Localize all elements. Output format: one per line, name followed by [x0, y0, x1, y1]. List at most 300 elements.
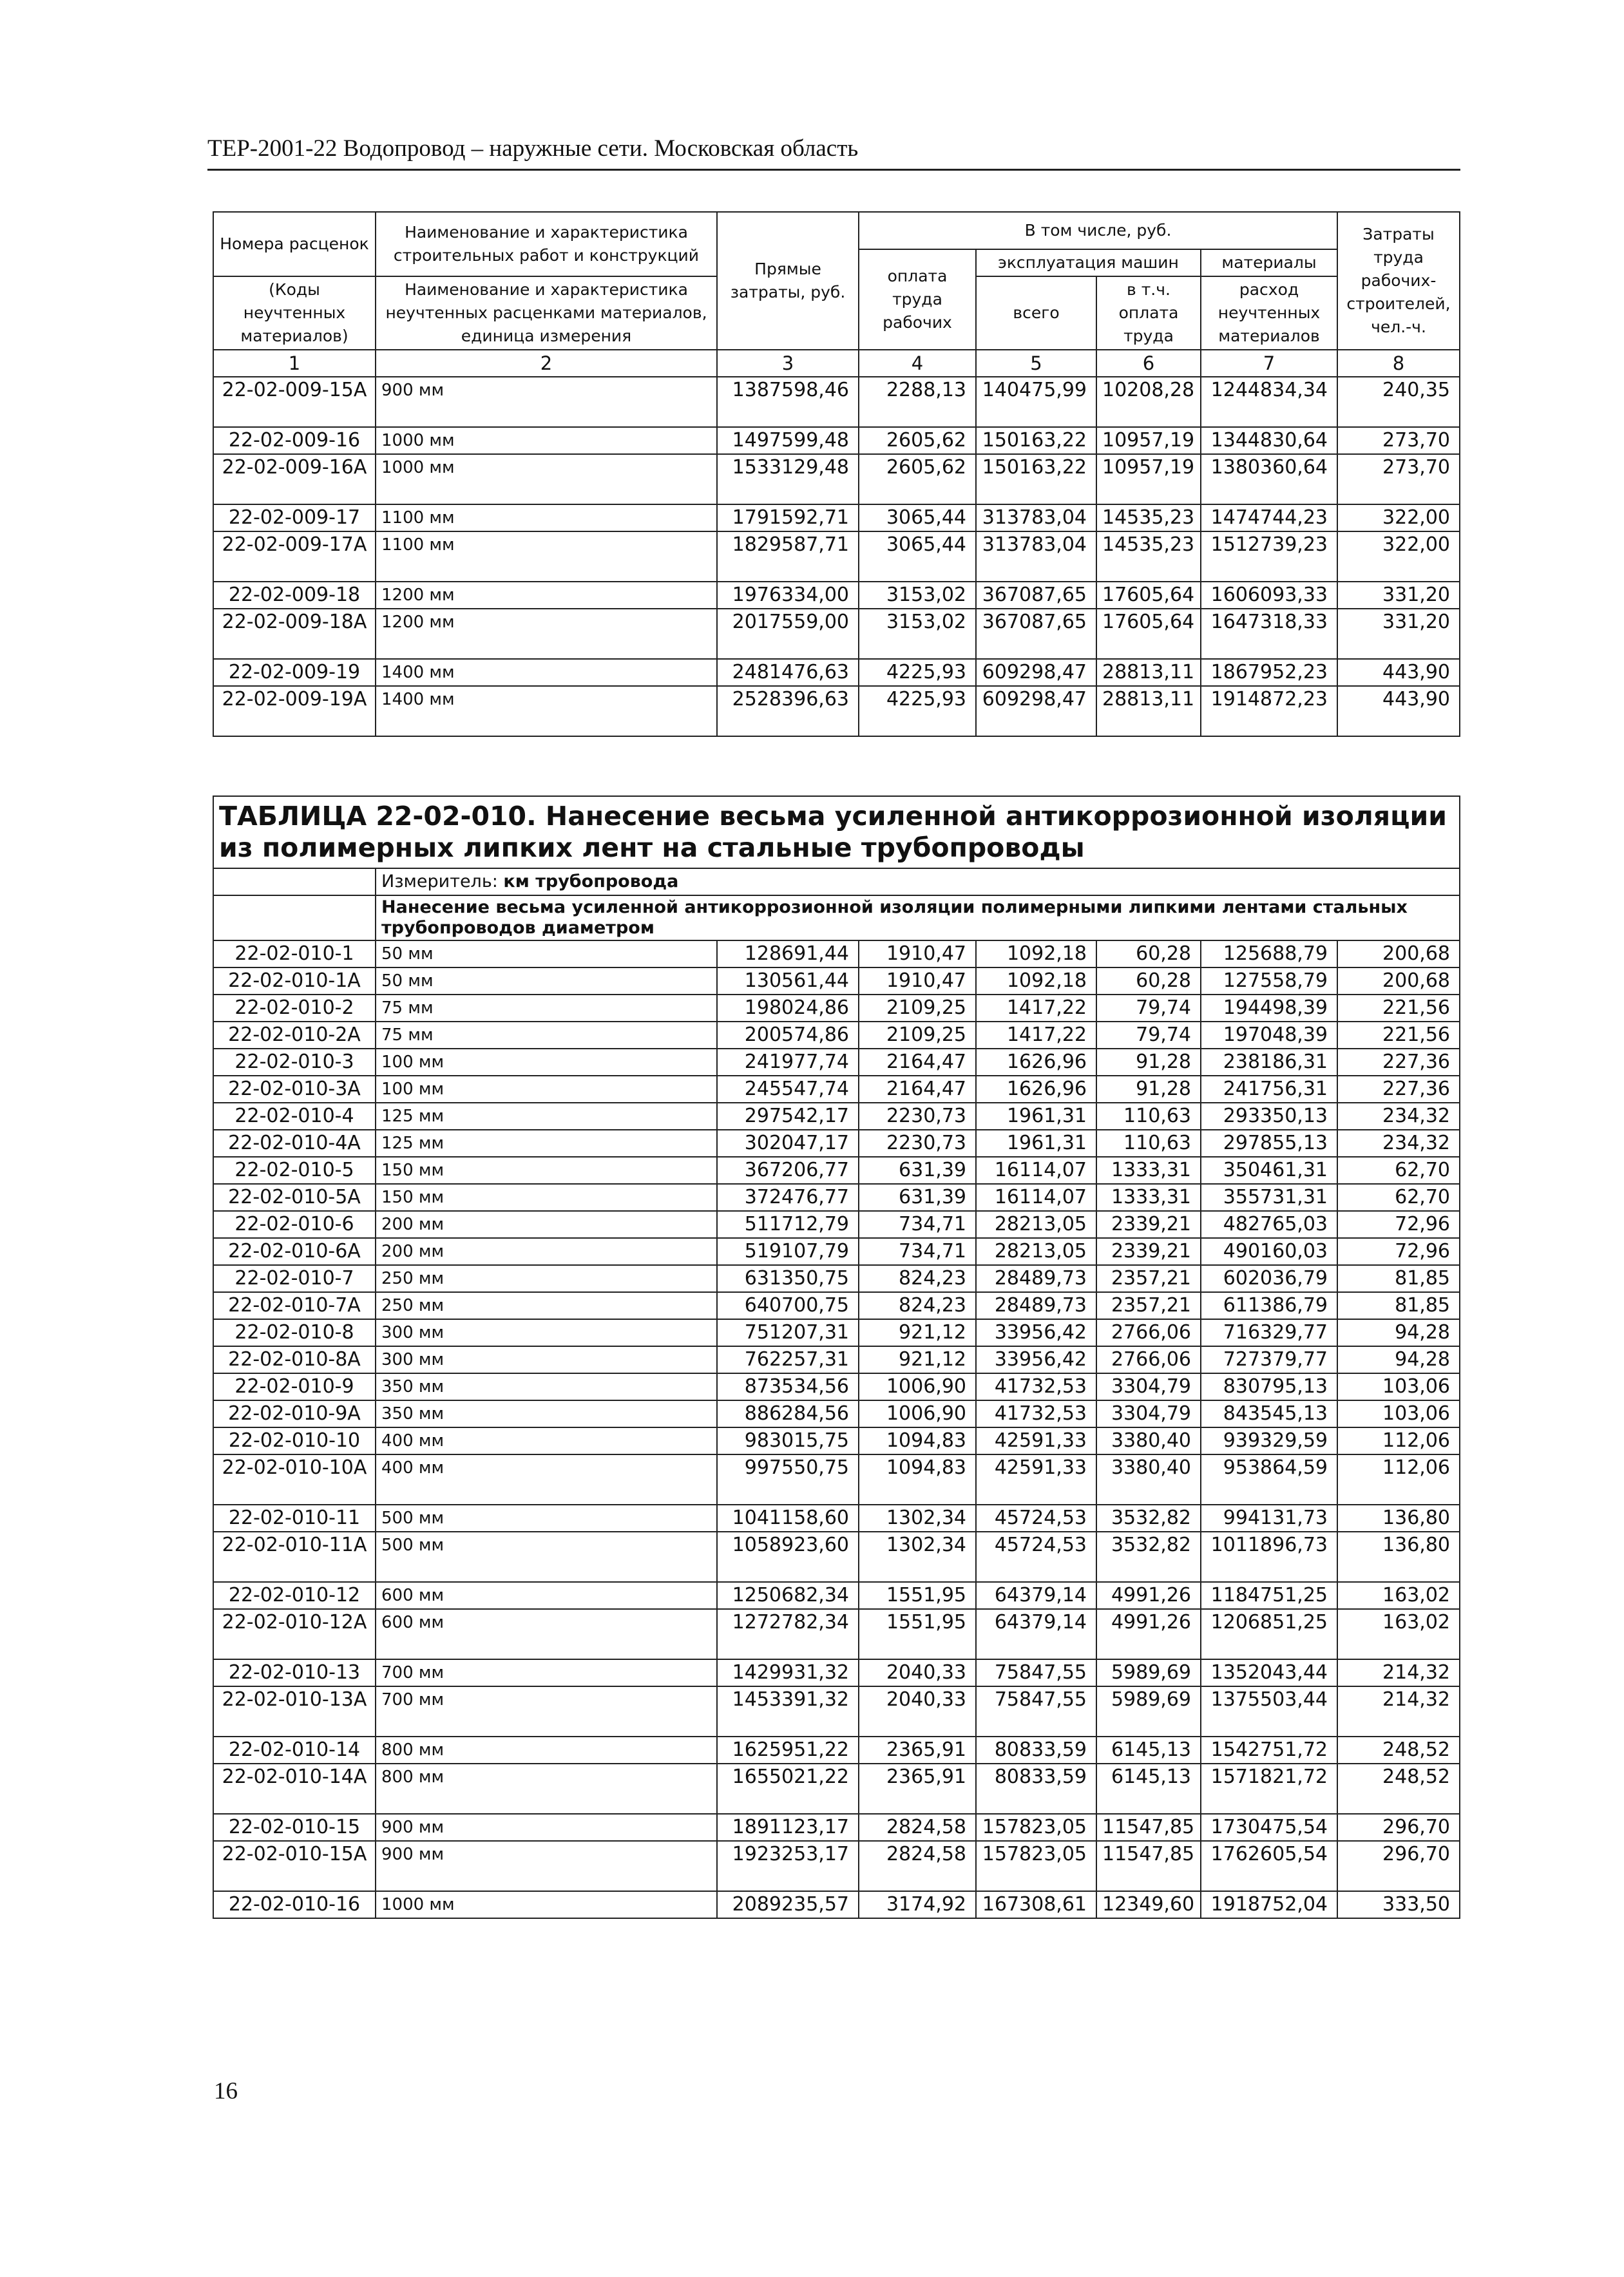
direct-costs: 1250682,34 — [717, 1582, 859, 1609]
labor-cost: 221,56 — [1337, 995, 1460, 1022]
header-labor-cost: Затраты труда рабочих-строителей, чел.-ч. — [1337, 212, 1460, 350]
materials: 1011896,73 — [1201, 1532, 1337, 1582]
table-row — [213, 1582, 1460, 1609]
work-name: 125 мм — [376, 1130, 717, 1157]
machines-total: 1961,31 — [976, 1130, 1096, 1157]
labor-cost: 214,32 — [1337, 1659, 1460, 1686]
materials: 939329,59 — [1201, 1427, 1337, 1454]
machines-labor-pay: 3380,40 — [1096, 1427, 1201, 1454]
machines-total: 42591,33 — [976, 1454, 1096, 1505]
table-row — [213, 1454, 1460, 1505]
materials: 611386,79 — [1201, 1292, 1337, 1319]
work-name: 600 мм — [376, 1609, 717, 1659]
rates-table-22-02-009 — [213, 211, 1460, 737]
rate-code: 22-02-010-8 — [213, 1319, 376, 1346]
labor-cost: 72,96 — [1337, 1238, 1460, 1265]
work-name: 1200 мм — [376, 582, 717, 609]
rate-code: 22-02-010-8А — [213, 1346, 376, 1373]
labor-cost: 333,50 — [1337, 1891, 1460, 1918]
rate-code: 22-02-009-19 — [213, 659, 376, 686]
labor-cost: 331,20 — [1337, 609, 1460, 659]
blank-cell — [213, 868, 376, 895]
materials: 297855,13 — [1201, 1130, 1337, 1157]
table-row — [213, 686, 1460, 736]
labor-cost: 234,32 — [1337, 1103, 1460, 1130]
machines-total: 75847,55 — [976, 1686, 1096, 1737]
machines-labor-pay: 10957,19 — [1096, 427, 1201, 454]
labor-cost: 221,56 — [1337, 1022, 1460, 1049]
labor-cost: 248,52 — [1337, 1737, 1460, 1764]
materials: 482765,03 — [1201, 1211, 1337, 1238]
materials: 1730475,54 — [1201, 1814, 1337, 1841]
labor-cost: 296,70 — [1337, 1841, 1460, 1891]
machines-total: 1961,31 — [976, 1103, 1096, 1130]
labor-pay: 2230,73 — [859, 1103, 976, 1130]
table-row — [213, 1427, 1460, 1454]
work-name: 150 мм — [376, 1184, 717, 1211]
direct-costs: 631350,75 — [717, 1265, 859, 1292]
direct-costs: 302047,17 — [717, 1130, 859, 1157]
measure — [376, 868, 1460, 895]
machines-total: 1092,18 — [976, 940, 1096, 967]
labor-cost: 227,36 — [1337, 1049, 1460, 1076]
machines-labor-pay: 4991,26 — [1096, 1582, 1201, 1609]
materials: 716329,77 — [1201, 1319, 1337, 1346]
direct-costs: 1272782,34 — [717, 1609, 859, 1659]
header-name-top: Наименование и характеристика строительных работ и конструкций — [376, 212, 717, 276]
machines-total: 28489,73 — [976, 1292, 1096, 1319]
work-name: 200 мм — [376, 1238, 717, 1265]
table-row — [213, 454, 1460, 504]
table-row — [213, 1211, 1460, 1238]
labor-cost: 248,52 — [1337, 1764, 1460, 1814]
col-number: 8 — [1337, 350, 1460, 377]
header-including: В том числе, руб. — [859, 212, 1337, 249]
rates-table-22-02-010 — [213, 796, 1460, 1919]
direct-costs: 1429931,32 — [717, 1659, 859, 1686]
machines-labor-pay: 2766,06 — [1096, 1319, 1201, 1346]
table-row — [213, 1814, 1460, 1841]
labor-cost: 200,68 — [1337, 967, 1460, 995]
labor-pay: 734,71 — [859, 1238, 976, 1265]
page-number: 16 — [214, 2078, 238, 2104]
labor-pay: 2109,25 — [859, 1022, 976, 1049]
labor-cost: 214,32 — [1337, 1686, 1460, 1737]
machines-labor-pay: 5989,69 — [1096, 1659, 1201, 1686]
machines-labor-pay: 2339,21 — [1096, 1238, 1201, 1265]
machines-total: 367087,65 — [976, 609, 1096, 659]
machines-total: 1626,96 — [976, 1049, 1096, 1076]
rate-code: 22-02-010-7А — [213, 1292, 376, 1319]
rate-code: 22-02-010-2А — [213, 1022, 376, 1049]
table-row — [213, 1265, 1460, 1292]
labor-pay: 921,12 — [859, 1346, 976, 1373]
labor-cost: 81,85 — [1337, 1292, 1460, 1319]
table-row — [213, 1157, 1460, 1184]
labor-cost: 72,96 — [1337, 1211, 1460, 1238]
machines-total: 1626,96 — [976, 1076, 1096, 1103]
machines-total: 75847,55 — [976, 1659, 1096, 1686]
labor-cost: 112,06 — [1337, 1454, 1460, 1505]
machines-labor-pay: 1333,31 — [1096, 1184, 1201, 1211]
labor-cost: 94,28 — [1337, 1319, 1460, 1346]
direct-costs: 1533129,48 — [717, 454, 859, 504]
machines-labor-pay: 6145,13 — [1096, 1737, 1201, 1764]
labor-pay: 2040,33 — [859, 1686, 976, 1737]
machines-total: 28213,05 — [976, 1211, 1096, 1238]
labor-cost: 136,80 — [1337, 1532, 1460, 1582]
rate-code: 22-02-010-4 — [213, 1103, 376, 1130]
col-number: 1 — [213, 350, 376, 377]
labor-cost: 62,70 — [1337, 1184, 1460, 1211]
materials: 127558,79 — [1201, 967, 1337, 995]
labor-pay: 2230,73 — [859, 1130, 976, 1157]
machines-labor-pay: 3304,79 — [1096, 1373, 1201, 1400]
work-name: 300 мм — [376, 1319, 717, 1346]
labor-pay: 2605,62 — [859, 427, 976, 454]
machines-labor-pay: 17605,64 — [1096, 582, 1201, 609]
machines-labor-pay: 10957,19 — [1096, 454, 1201, 504]
table-row — [213, 377, 1460, 427]
labor-pay: 1551,95 — [859, 1582, 976, 1609]
rate-code: 22-02-010-10А — [213, 1454, 376, 1505]
machines-total: 28489,73 — [976, 1265, 1096, 1292]
machines-total: 313783,04 — [976, 531, 1096, 582]
table-row — [213, 1891, 1460, 1918]
materials: 293350,13 — [1201, 1103, 1337, 1130]
machines-labor-pay: 3380,40 — [1096, 1454, 1201, 1505]
table-row — [213, 1292, 1460, 1319]
labor-pay: 3153,02 — [859, 609, 976, 659]
col-number: 2 — [376, 350, 717, 377]
labor-pay: 2824,58 — [859, 1814, 976, 1841]
direct-costs: 372476,77 — [717, 1184, 859, 1211]
materials: 1647318,33 — [1201, 609, 1337, 659]
direct-costs: 1058923,60 — [717, 1532, 859, 1582]
rate-code: 22-02-010-12 — [213, 1582, 376, 1609]
machines-labor-pay: 3532,82 — [1096, 1532, 1201, 1582]
table-row — [213, 1238, 1460, 1265]
machines-total: 42591,33 — [976, 1427, 1096, 1454]
materials: 197048,39 — [1201, 1022, 1337, 1049]
machines-labor-pay: 6145,13 — [1096, 1764, 1201, 1814]
materials: 843545,13 — [1201, 1400, 1337, 1427]
work-name: 500 мм — [376, 1532, 717, 1582]
labor-cost: 112,06 — [1337, 1427, 1460, 1454]
work-name: 50 мм — [376, 940, 717, 967]
work-name: 500 мм — [376, 1505, 717, 1532]
work-name: 900 мм — [376, 377, 717, 427]
materials: 1606093,33 — [1201, 582, 1337, 609]
work-name: 100 мм — [376, 1076, 717, 1103]
direct-costs: 128691,44 — [717, 940, 859, 967]
machines-labor-pay: 79,74 — [1096, 1022, 1201, 1049]
machines-labor-pay: 10208,28 — [1096, 377, 1201, 427]
labor-cost: 136,80 — [1337, 1505, 1460, 1532]
work-name: 75 мм — [376, 995, 717, 1022]
materials: 1375503,44 — [1201, 1686, 1337, 1737]
header-codes-bottom: (Коды неучтенных материалов) — [213, 276, 376, 350]
rate-code: 22-02-010-12А — [213, 1609, 376, 1659]
direct-costs: 241977,74 — [717, 1049, 859, 1076]
machines-total: 80833,59 — [976, 1764, 1096, 1814]
labor-pay: 2365,91 — [859, 1764, 976, 1814]
labor-pay: 4225,93 — [859, 686, 976, 736]
work-name: 350 мм — [376, 1400, 717, 1427]
rate-code: 22-02-010-16 — [213, 1891, 376, 1918]
work-name: 300 мм — [376, 1346, 717, 1373]
table-row — [213, 1103, 1460, 1130]
header-codes-top: Номера расценок — [213, 212, 376, 276]
direct-costs: 1041158,60 — [717, 1505, 859, 1532]
rate-code: 22-02-009-19А — [213, 686, 376, 736]
rate-code: 22-02-010-4А — [213, 1130, 376, 1157]
materials: 350461,31 — [1201, 1157, 1337, 1184]
work-name: 50 мм — [376, 967, 717, 995]
machines-total: 1092,18 — [976, 967, 1096, 995]
machines-labor-pay: 14535,23 — [1096, 504, 1201, 531]
rate-code: 22-02-010-11А — [213, 1532, 376, 1582]
rate-code: 22-02-009-15А — [213, 377, 376, 427]
direct-costs: 1829587,71 — [717, 531, 859, 582]
table-row — [213, 967, 1460, 995]
work-name: 75 мм — [376, 1022, 717, 1049]
table-row — [213, 1609, 1460, 1659]
direct-costs: 2528396,63 — [717, 686, 859, 736]
machines-labor-pay: 3304,79 — [1096, 1400, 1201, 1427]
direct-costs: 640700,75 — [717, 1292, 859, 1319]
section-heading: Нанесение весьма усиленной антикоррозионной изоляции полимерными липкими лентами стальных трубопроводов диаметром — [376, 895, 1460, 940]
table-body — [213, 377, 1460, 736]
table-row — [213, 995, 1460, 1022]
work-name: 250 мм — [376, 1265, 717, 1292]
direct-costs: 1655021,22 — [717, 1764, 859, 1814]
header-materials-sub: расход неучтенных материалов — [1201, 276, 1337, 350]
machines-total: 157823,05 — [976, 1814, 1096, 1841]
materials: 238186,31 — [1201, 1049, 1337, 1076]
machines-total: 16114,07 — [976, 1157, 1096, 1184]
labor-cost: 81,85 — [1337, 1265, 1460, 1292]
materials: 1867952,23 — [1201, 659, 1337, 686]
col-number: 5 — [976, 350, 1096, 377]
rate-code: 22-02-010-14А — [213, 1764, 376, 1814]
labor-pay: 824,23 — [859, 1292, 976, 1319]
col-number: 6 — [1096, 350, 1201, 377]
materials: 602036,79 — [1201, 1265, 1337, 1292]
labor-pay: 631,39 — [859, 1157, 976, 1184]
materials: 1474744,23 — [1201, 504, 1337, 531]
work-name: 400 мм — [376, 1454, 717, 1505]
machines-labor-pay: 2357,21 — [1096, 1265, 1201, 1292]
labor-cost: 163,02 — [1337, 1609, 1460, 1659]
direct-costs: 873534,56 — [717, 1373, 859, 1400]
materials: 241756,31 — [1201, 1076, 1337, 1103]
work-name: 1100 мм — [376, 504, 717, 531]
machines-total: 609298,47 — [976, 659, 1096, 686]
table-body — [213, 940, 1460, 1918]
work-name: 200 мм — [376, 1211, 717, 1238]
table-row — [213, 1319, 1460, 1346]
direct-costs: 1625951,22 — [717, 1737, 859, 1764]
work-name: 1000 мм — [376, 454, 717, 504]
table-row — [213, 1505, 1460, 1532]
labor-pay: 1094,83 — [859, 1427, 976, 1454]
materials: 490160,03 — [1201, 1238, 1337, 1265]
machines-total: 41732,53 — [976, 1373, 1096, 1400]
work-name: 150 мм — [376, 1157, 717, 1184]
machines-labor-pay: 60,28 — [1096, 940, 1201, 967]
labor-pay: 2824,58 — [859, 1841, 976, 1891]
labor-pay: 1006,90 — [859, 1373, 976, 1400]
labor-pay: 3174,92 — [859, 1891, 976, 1918]
direct-costs: 198024,86 — [717, 995, 859, 1022]
table-row — [213, 1022, 1460, 1049]
header-machines-total: всего — [976, 276, 1096, 350]
labor-cost: 62,70 — [1337, 1157, 1460, 1184]
materials: 125688,79 — [1201, 940, 1337, 967]
machines-total: 140475,99 — [976, 377, 1096, 427]
machines-labor-pay: 1333,31 — [1096, 1157, 1201, 1184]
table-row — [213, 659, 1460, 686]
materials: 194498,39 — [1201, 995, 1337, 1022]
labor-pay: 1302,34 — [859, 1532, 976, 1582]
rate-code: 22-02-010-6 — [213, 1211, 376, 1238]
machines-total: 367087,65 — [976, 582, 1096, 609]
labor-pay: 1302,34 — [859, 1505, 976, 1532]
work-name: 800 мм — [376, 1737, 717, 1764]
rate-code: 22-02-010-10 — [213, 1427, 376, 1454]
work-name: 1200 мм — [376, 609, 717, 659]
machines-total: 150163,22 — [976, 454, 1096, 504]
machines-labor-pay: 91,28 — [1096, 1049, 1201, 1076]
machines-total: 33956,42 — [976, 1346, 1096, 1373]
labor-pay: 734,71 — [859, 1211, 976, 1238]
machines-labor-pay: 79,74 — [1096, 995, 1201, 1022]
materials: 1344830,64 — [1201, 427, 1337, 454]
materials: 1184751,25 — [1201, 1582, 1337, 1609]
header-name-bottom: Наименование и характеристика неучтенных расценками материалов, единица измерения — [376, 276, 717, 350]
labor-pay: 2288,13 — [859, 377, 976, 427]
direct-costs: 983015,75 — [717, 1427, 859, 1454]
labor-cost: 331,20 — [1337, 582, 1460, 609]
rate-code: 22-02-010-15 — [213, 1814, 376, 1841]
machines-labor-pay: 91,28 — [1096, 1076, 1201, 1103]
rate-code: 22-02-009-17 — [213, 504, 376, 531]
measure-label: Измеритель: — [381, 872, 498, 891]
work-name: 1400 мм — [376, 686, 717, 736]
machines-total: 1417,22 — [976, 1022, 1096, 1049]
direct-costs: 1923253,17 — [717, 1841, 859, 1891]
rate-code: 22-02-010-14 — [213, 1737, 376, 1764]
direct-costs: 886284,56 — [717, 1400, 859, 1427]
machines-total: 313783,04 — [976, 504, 1096, 531]
materials: 1762605,54 — [1201, 1841, 1337, 1891]
rate-code: 22-02-009-17А — [213, 531, 376, 582]
labor-pay: 3065,44 — [859, 531, 976, 582]
materials: 830795,13 — [1201, 1373, 1337, 1400]
direct-costs: 245547,74 — [717, 1076, 859, 1103]
labor-pay: 1910,47 — [859, 967, 976, 995]
rate-code: 22-02-010-3 — [213, 1049, 376, 1076]
table-row — [213, 1049, 1460, 1076]
machines-total: 64379,14 — [976, 1609, 1096, 1659]
direct-costs: 200574,86 — [717, 1022, 859, 1049]
work-name: 350 мм — [376, 1373, 717, 1400]
machines-labor-pay: 11547,85 — [1096, 1814, 1201, 1841]
machines-total: 609298,47 — [976, 686, 1096, 736]
materials: 1542751,72 — [1201, 1737, 1337, 1764]
direct-costs: 367206,77 — [717, 1157, 859, 1184]
materials: 1206851,25 — [1201, 1609, 1337, 1659]
machines-labor-pay: 14535,23 — [1096, 531, 1201, 582]
labor-cost: 322,00 — [1337, 504, 1460, 531]
direct-costs: 1453391,32 — [717, 1686, 859, 1737]
labor-cost: 234,32 — [1337, 1130, 1460, 1157]
labor-pay: 1910,47 — [859, 940, 976, 967]
machines-total: 80833,59 — [976, 1737, 1096, 1764]
rate-code: 22-02-010-2 — [213, 995, 376, 1022]
machines-total: 16114,07 — [976, 1184, 1096, 1211]
table-row — [213, 1764, 1460, 1814]
work-name: 900 мм — [376, 1814, 717, 1841]
rate-code: 22-02-010-7 — [213, 1265, 376, 1292]
table-row — [213, 940, 1460, 967]
direct-costs: 1976334,00 — [717, 582, 859, 609]
running-header: ТЕР-2001-22 Водопровод – наружные сети. Московская область — [207, 134, 1460, 171]
col-number: 3 — [717, 350, 859, 377]
materials: 953864,59 — [1201, 1454, 1337, 1505]
labor-cost: 296,70 — [1337, 1814, 1460, 1841]
work-name: 700 мм — [376, 1686, 717, 1737]
labor-pay: 2365,91 — [859, 1737, 976, 1764]
labor-cost: 103,06 — [1337, 1373, 1460, 1400]
rate-code: 22-02-009-16 — [213, 427, 376, 454]
labor-pay: 1551,95 — [859, 1609, 976, 1659]
materials: 1914872,23 — [1201, 686, 1337, 736]
machines-labor-pay: 2339,21 — [1096, 1211, 1201, 1238]
direct-costs: 751207,31 — [717, 1319, 859, 1346]
labor-cost: 163,02 — [1337, 1582, 1460, 1609]
table-row — [213, 1373, 1460, 1400]
labor-pay: 921,12 — [859, 1319, 976, 1346]
header-labor-pay: оплата труда рабочих — [859, 249, 976, 350]
rate-code: 22-02-010-9 — [213, 1373, 376, 1400]
rate-code: 22-02-010-11 — [213, 1505, 376, 1532]
materials: 727379,77 — [1201, 1346, 1337, 1373]
header-direct-costs: Прямые затраты, руб. — [717, 212, 859, 350]
rate-code: 22-02-010-13 — [213, 1659, 376, 1686]
direct-costs: 1387598,46 — [717, 377, 859, 427]
rate-code: 22-02-010-5А — [213, 1184, 376, 1211]
direct-costs: 511712,79 — [717, 1211, 859, 1238]
machines-total: 1417,22 — [976, 995, 1096, 1022]
machines-total: 28213,05 — [976, 1238, 1096, 1265]
table-row — [213, 1076, 1460, 1103]
table-row — [213, 1841, 1460, 1891]
table-row — [213, 427, 1460, 454]
rate-code: 22-02-010-5 — [213, 1157, 376, 1184]
work-name: 700 мм — [376, 1659, 717, 1686]
materials: 1571821,72 — [1201, 1764, 1337, 1814]
table-title: ТАБЛИЦА 22-02-010. Нанесение весьма усиленной антикоррозионной изоляции из полимерных липких лент на стальные трубопроводы — [213, 796, 1460, 868]
machines-labor-pay: 2766,06 — [1096, 1346, 1201, 1373]
machines-labor-pay: 17605,64 — [1096, 609, 1201, 659]
materials: 1352043,44 — [1201, 1659, 1337, 1686]
col-number: 4 — [859, 350, 976, 377]
labor-pay: 3153,02 — [859, 582, 976, 609]
labor-cost: 273,70 — [1337, 427, 1460, 454]
labor-pay: 2040,33 — [859, 1659, 976, 1686]
